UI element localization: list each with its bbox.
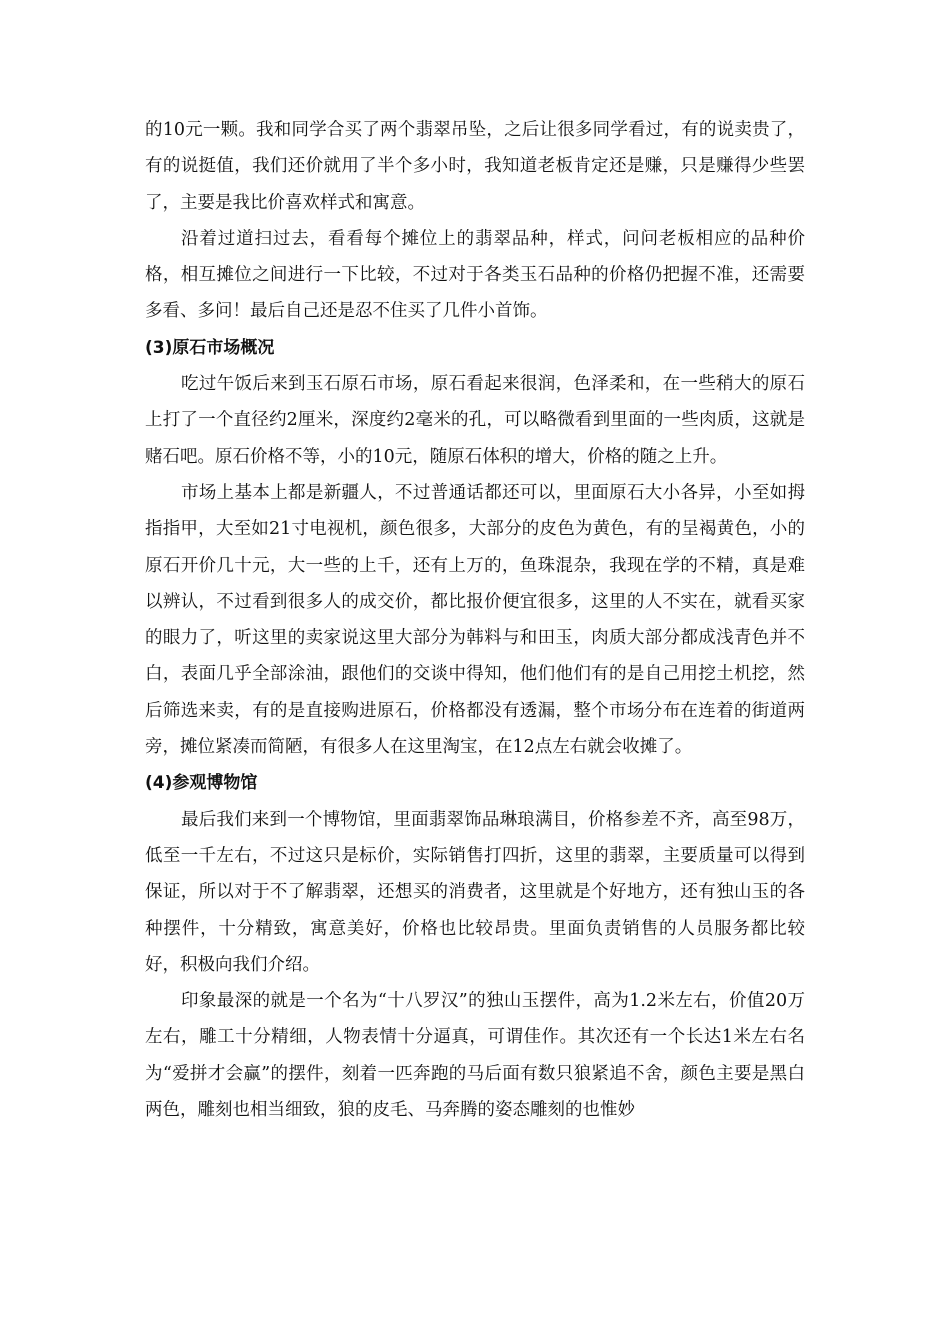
paragraph-raw-stone-intro: 吃过午饭后来到玉石原石市场，原石看起来很润，色泽柔和，在一些稍大的原石上打了一个直径约2厘米，深度约2毫米的孔，可以略微看到里面的一些肉质，这就是赌石吧。原石价格不等，小的10元，随原石体积的增大，价格的随之上升。 [145,374,805,467]
paragraph-raw-stone-market-details: 市场上基本上都是新疆人，不过普通话都还可以，里面原石大小各异，小至如拇指指甲，大至如21寸电视机，颜色很多，大部分的皮色为黄色，有的呈褐黄色，小的原石开价几十元，大一些的上千，还有上万的，鱼珠混杂，我现在学的不精，真是难以辨认，不过看到很多人的成交价，都比报价便宜很多，这里的人不实在，就看买家的眼力了，听这里的卖家说这里大部分为韩料与和田玉，肉质大部分都成浅青色并不白，表面几乎全部涂油，跟他们的交谈中得知，他们他们有的是自己用挖土机挖，然后筛选来卖，有的是直接购进原石，价格都没有透漏，整个市场分布在连着的街道两旁，摊位紧凑而简陋，有很多人在这里淘宝，在12点左右就会收摊了。 [145,482,805,758]
paragraph-jade-pendant: 的10元一颗。我和同学合买了两个翡翠吊坠，之后让很多同学看过，有的说卖贵了，有的说挺值，我们还价就用了半个多小时，我知道老板肯定还是赚，只是赚得少些罢了，主要是我比价喜欢样式和寓意。 [145,120,805,213]
paragraph-museum-overview: 最后我们来到一个博物馆，里面翡翠饰品琳琅满目，价格参差不齐，高至98万，低至一千左右，不过这只是标价，实际销售打四折，这里的翡翠，主要质量可以得到保证，所以对于不了解翡翠，还想买的消费者，这里就是个好地方，还有独山玉的各种摆件，十分精致，寓意美好，价格也比较昂贵。里面负责销售的人员服务都比较好，积极向我们介绍。 [145,809,805,975]
section-heading-museum-visit: (4)参观博物馆 [145,773,258,794]
section-heading-raw-stone-market: (3)原石市场概况 [145,337,275,358]
document-page [145,112,805,1128]
paragraph-stall-browsing: 沿着过道扫过去，看看每个摊位上的翡翠品种，样式，问问老板相应的品种价格，相互摊位之间进行一下比较，不过对于各类玉石品种的价格仍把握不准，还需要多看、多问！最后自己还是忍不住买了几件小首饰。 [145,228,805,322]
paragraph-museum-highlights: 印象最深的就是一个名为“十八罗汉”的独山玉摆件，高为1.2米左右，价值20万左右，雕工十分精细，人物表情十分逼真，可谓佳作。其次还有一个长达1米左右名为“爱拼才会赢”的摆件，刻着一匹奔跑的马后面有数只狼紧追不舍，颜色主要是黑白两色，雕刻也相当细致，狼的皮毛、马奔腾的姿态雕刻的也惟妙 [145,991,805,1121]
